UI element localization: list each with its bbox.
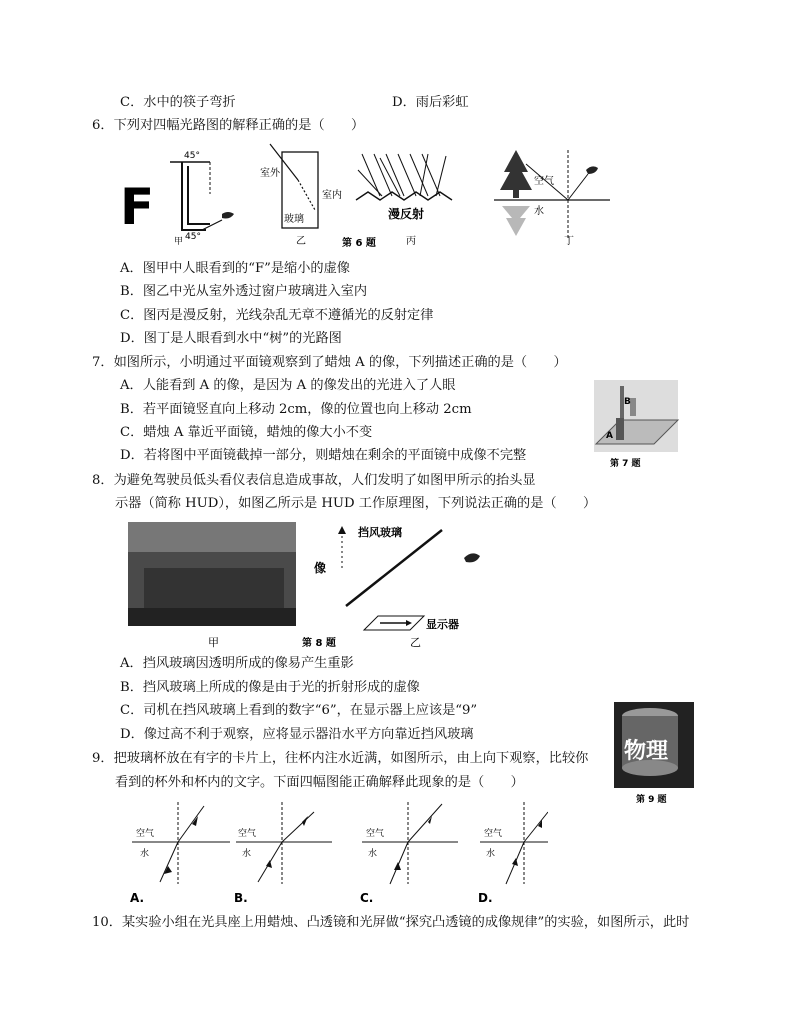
q8-stem-1: 8．为避免驾驶员低头看仪表信息造成事故，人们发明了如图甲所示的抬头显 [92, 473, 536, 488]
svg-text:乙: 乙 [296, 236, 306, 247]
q8-figure [124, 518, 504, 653]
svg-text:水: 水 [368, 849, 378, 859]
q7-option-b: B．若平面镜竖直向上移动 2cm，像的位置也向上移动 2cm [120, 402, 472, 417]
q7-option-d: D．若将图中平面镜截掉一部分，则蜡烛在剩余的平面镜中成像不完整 [120, 448, 527, 463]
tree-icon [500, 150, 532, 190]
q9-caption: 第 9 题 [636, 795, 667, 805]
eye-icon [222, 212, 234, 219]
q8-option-b: B．挡风玻璃上所成的像是由于光的折射形成的虚像 [120, 680, 420, 695]
q6-figure [110, 140, 630, 250]
svg-text:甲: 甲 [208, 636, 219, 649]
q7-option-a: A．人能看到 A 的像，是因为 A 的像发出的光进入了人眼 [120, 378, 456, 393]
svg-text:丁: 丁 [564, 236, 574, 247]
q6-option-d: D．图丁是人眼看到水中“树”的光路图 [120, 331, 342, 346]
q9-word: 物理 [624, 739, 669, 764]
q6-diagram-bing [356, 154, 452, 247]
q9-stem-1: 9．把玻璃杯放在有字的卡片上，往杯内注水近满，如图所示，由上向下观察，比较你 [92, 751, 589, 766]
svg-text:室内: 室内 [322, 190, 342, 201]
svg-text:A: A [606, 431, 613, 441]
svg-text:空气: 空气 [366, 829, 385, 839]
q9-figure [614, 702, 694, 806]
svg-text:水: 水 [242, 849, 252, 859]
q6-option-a: A．图甲中人眼看到的“F”是缩小的虚像 [120, 261, 350, 276]
q9-stem-2: 看到的杯外和杯内的文字。下面四幅图能正确解释此现象的是（ ） [115, 775, 524, 790]
svg-text:空气: 空气 [484, 829, 503, 839]
q5-option-d: D．雨后彩虹 [392, 95, 469, 110]
q10-stem: 10．某实验小组在光具座上用蜡烛、凸透镜和光屏做“探究凸透镜的成像规律”的实验，如图所示，此时 [92, 915, 690, 930]
svg-text:空气: 空气 [238, 829, 257, 839]
q9-diagram-c [360, 802, 458, 905]
svg-text:甲: 甲 [174, 237, 184, 247]
svg-text:像: 像 [314, 561, 327, 575]
jia-letter-f: F [120, 178, 155, 236]
svg-text:第 8 题: 第 8 题 [302, 638, 336, 649]
svg-text:45°: 45° [184, 151, 200, 161]
q6-diagram-jia [120, 151, 234, 247]
svg-text:B.: B. [234, 891, 248, 905]
eye-icon [586, 166, 598, 174]
svg-text:水: 水 [140, 849, 150, 859]
q8-option-a: A．挡风玻璃因透明所成的像易产生重影 [120, 656, 354, 671]
q8-option-c: C．司机在挡风玻璃上看到的数字“6”，在显示器上应该是“9” [120, 703, 478, 718]
q6-option-b: B．图乙中光从室外透过窗户玻璃进入室内 [120, 284, 368, 299]
q9-diagram-a [130, 802, 230, 905]
svg-text:空气: 空气 [136, 829, 155, 839]
svg-text:水: 水 [534, 206, 544, 217]
svg-text:A.: A. [130, 891, 145, 905]
svg-text:玻璃: 玻璃 [284, 214, 304, 225]
q6-diagram-ding [494, 150, 610, 247]
svg-text:45°: 45° [185, 232, 201, 242]
q6-fig-label: 第 6 题 [342, 238, 376, 249]
svg-text:水: 水 [486, 849, 496, 859]
q9-diagram-d [478, 802, 548, 905]
svg-text:室外: 室外 [260, 168, 280, 179]
q6-stem: 6．下列对四幅光路图的解释正确的是（ ） [92, 118, 365, 133]
svg-text:丙: 丙 [406, 236, 416, 247]
svg-text:挡风玻璃: 挡风玻璃 [358, 526, 402, 539]
svg-text:漫反射: 漫反射 [388, 207, 425, 221]
q6-diagram-yi [260, 144, 342, 247]
q7-option-c: C．蜡烛 A 靠近平面镜，蜡烛的像大小不变 [120, 425, 373, 440]
q8-option-d: D．像过高不利于观察，应将显示器沿水平方向靠近挡风玻璃 [120, 727, 474, 742]
svg-text:C.: C. [360, 891, 374, 905]
eye-icon [464, 553, 480, 562]
svg-text:空气: 空气 [534, 176, 554, 187]
q9-diagrams [118, 798, 548, 908]
q7-stem: 7．如图所示，小明通过平面镜观察到了蜡烛 A 的像，下列描述正确的是（ ） [92, 355, 567, 370]
q7-caption: 第 7 题 [610, 459, 641, 469]
svg-text:B: B [624, 397, 631, 407]
svg-text:显示器: 显示器 [426, 618, 459, 631]
q5-option-c: C．水中的筷子弯折 [120, 95, 236, 110]
q8-stem-2: 示器（简称 HUD），如图乙所示是 HUD 工作原理图，下列说法正确的是（ ） [115, 496, 597, 511]
q6-option-c: C．图丙是漫反射，光线杂乱无章不遵循光的反射定律 [120, 308, 434, 323]
svg-text:D.: D. [478, 891, 493, 905]
q7-figure [590, 378, 682, 470]
svg-text:乙: 乙 [410, 636, 421, 649]
q9-diagram-b [234, 802, 332, 905]
